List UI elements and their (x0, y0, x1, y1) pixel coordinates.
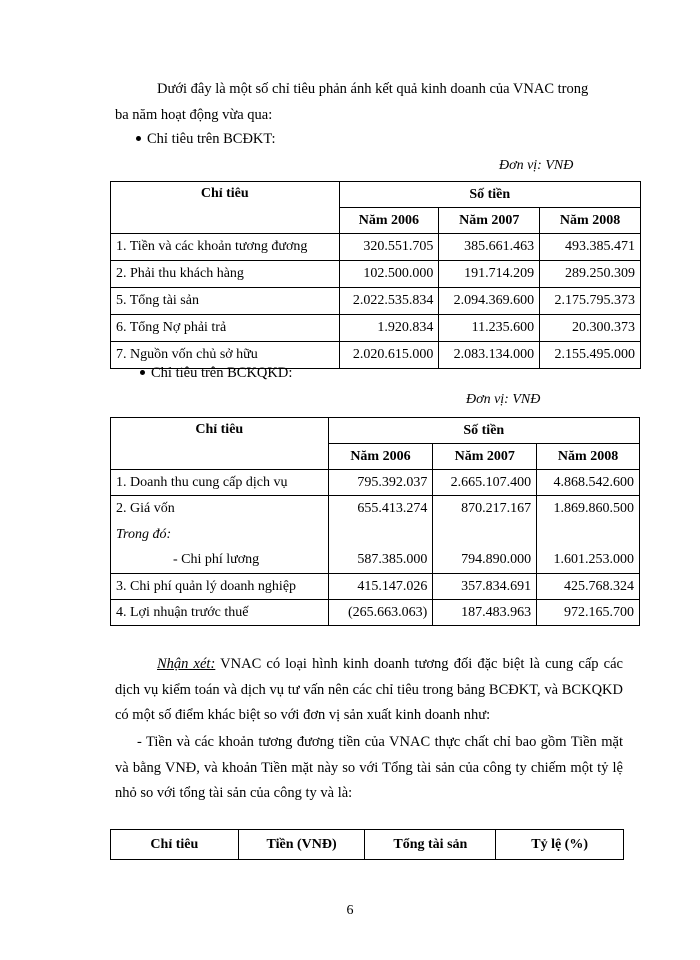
cash-ratio-table (110, 829, 624, 860)
header-chitieu: Chỉ tiêu (111, 830, 239, 860)
bullet-dot-icon (140, 370, 145, 375)
unit-label-2: Đơn vị: VNĐ (466, 392, 541, 407)
header-sotien: Số tiền (339, 182, 641, 208)
header-tien: Tiền (VNĐ) (238, 830, 365, 860)
bullet-dot-icon (136, 136, 141, 141)
table-row: Trong đó: (111, 522, 640, 548)
bullet-bcdkt: Chỉ tiêu trên BCĐKT: (136, 131, 276, 148)
table-row: 2. Giá vốn 655.413.274 870.217.167 1.869.860.500 (111, 496, 640, 522)
header-chitieu: Chỉ tiêu (111, 182, 340, 234)
table-row: 2. Phải thu khách hàng 102.500.000 191.714.209 289.250.309 (111, 261, 641, 288)
header-chitieu: Chỉ tiêu (111, 418, 329, 470)
remark-text: VNAC có loại hình kinh doanh tương đối đặc biệt là cung cấp các dịch vụ kiểm toán và dịch vụ tư vấn nên các chỉ tiêu trong bảng BCĐKT, và BCKQKD có một số điểm khác biệt so với đơn vị sản xuất kinh doanh như: (115, 656, 623, 723)
header-year-2008: Năm 2008 (540, 208, 641, 234)
header-ty-le: Tỷ lệ (%) (496, 830, 624, 860)
intro-line-1: Dưới đây là một số chỉ tiêu phản ánh kết quả kinh doanh của VNAC trong (157, 81, 589, 97)
bullet-bckqkd: Chỉ tiêu trên BCKQKD: (140, 365, 292, 382)
table-row: 1. Doanh thu cung cấp dịch vụ 795.392.037 2.665.107.400 4.868.542.600 (111, 470, 640, 496)
page-number: 6 (346, 903, 354, 918)
bcdkt-table (110, 181, 641, 369)
table-row: 6. Tổng Nợ phải trả 1.920.834 11.235.600 20.300.373 (111, 315, 641, 342)
header-tong-tai-san: Tổng tài sản (365, 830, 496, 860)
header-year-2007: Năm 2007 (433, 444, 537, 470)
remark-point: - Tiền và các khoản tương đương tiền của VNAC thực chất chỉ bao gồm Tiền mặt và bằng VNĐ, và khoản Tiền mặt này so với Tổng tài sản của công ty chiếm một tỷ lệ nhỏ so với tổng tài sản của công ty và là: (115, 734, 623, 801)
table-row: 7. Nguồn vốn chủ sở hữu 2.020.615.000 2.083.134.000 2.155.495.000 (111, 342, 641, 369)
header-year-2006: Năm 2006 (328, 444, 433, 470)
table-row: 1. Tiền và các khoản tương đương 320.551.705 385.661.463 493.385.471 (111, 234, 641, 261)
table-row: 4. Lợi nhuận trước thuế (265.663.063) 187.483.963 972.165.700 (111, 600, 640, 626)
intro-line-2: ba năm hoạt động vừa qua: (115, 106, 273, 123)
header-year-2008: Năm 2008 (537, 444, 640, 470)
remark-paragraph (115, 652, 623, 729)
intro-paragraph (115, 77, 623, 128)
remark-title: Nhận xét: (157, 656, 216, 672)
table-row: - Chi phí lương 587.385.000 794.890.000 1.601.253.000 (111, 548, 640, 574)
table-row: 5. Tổng tài sản 2.022.535.834 2.094.369.600 2.175.795.373 (111, 288, 641, 315)
header-sotien: Số tiền (328, 418, 639, 444)
table-row: 3. Chi phí quản lý doanh nghiệp 415.147.026 357.834.691 425.768.324 (111, 574, 640, 600)
header-year-2006: Năm 2006 (339, 208, 439, 234)
bckqkd-table (110, 417, 640, 626)
header-year-2007: Năm 2007 (439, 208, 540, 234)
unit-label-1: Đơn vị: VNĐ (499, 158, 574, 173)
